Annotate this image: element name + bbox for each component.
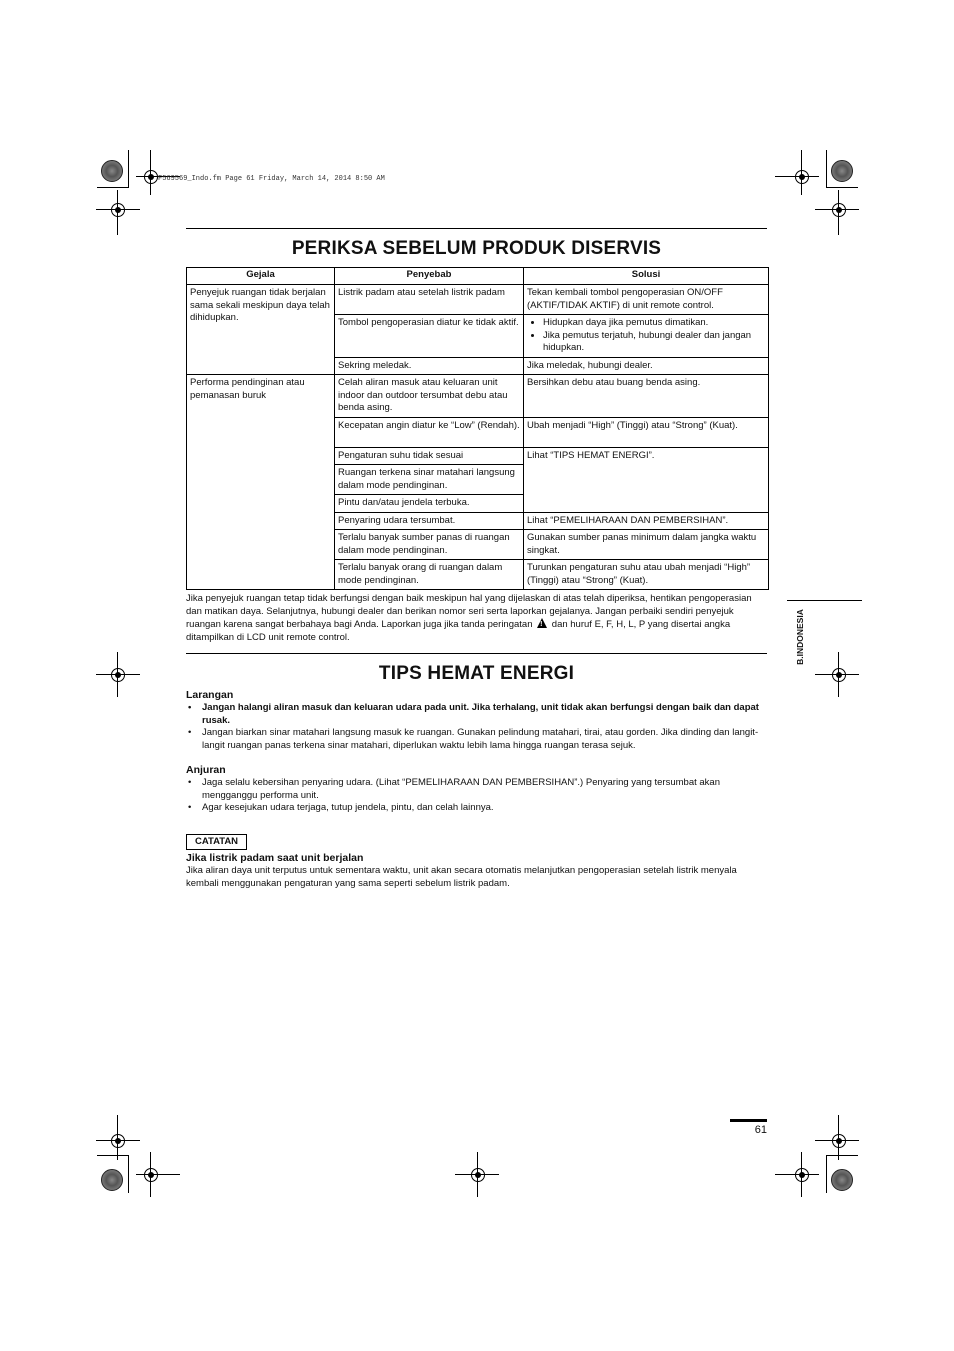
- table-row: [187, 375, 769, 418]
- service-note-text-end: dan huruf E, F, H, L, P yang disertai angka ditampilkan di LCD unit remote control.: [186, 619, 731, 643]
- crop-mark: [117, 1115, 118, 1160]
- registration-mark: [832, 203, 846, 217]
- crop-mark: [96, 209, 140, 210]
- section-rule: [186, 228, 767, 229]
- cause-cell: Pengaturan suhu tidak sesuai: [335, 447, 524, 465]
- service-note-text: Jika penyejuk ruangan tetap tidak berfungsi dengan baik meskipun hal yang dijelaskan di atas telah diperiksa, hentikan pengoperasian dan matikan daya. Selanjutnya, hubungi dealer dan berikan nomor seri serta laporkan gejalanya. Jangan perbaiki sendiri penyejuk ruangan karena sangat berbahaya bagi Anda. Laporkan juga jika tanda peringatan: [186, 593, 752, 630]
- crop-mark: [801, 150, 802, 195]
- crop-mark: [775, 1174, 819, 1175]
- crop-mark: [775, 176, 819, 177]
- cause-cell: Terlalu banyak orang di ruangan dalam mode pendinginan.: [335, 560, 524, 590]
- crop-mark: [815, 674, 859, 675]
- language-tab-label: B.INDONESIA: [795, 609, 805, 665]
- list-item: • Agar kesejukan udara terjaga, tutup jendela, pintu, dan celah lainnya.: [186, 802, 768, 815]
- cause-cell: Penyaring udara tersumbat.: [335, 512, 524, 530]
- troubleshooting-table: [186, 267, 769, 590]
- note-label-box: CATATAN: [186, 834, 247, 850]
- column-header-solution: Solusi: [524, 268, 769, 285]
- symptom-cell: Penyejuk ruangan tidak berjalan sama sekali meskipun daya telah dihidupkan.: [187, 285, 335, 375]
- registration-mark: [832, 668, 846, 682]
- crop-mark: [815, 1140, 859, 1141]
- print-color-dot: [101, 1169, 123, 1191]
- crop-mark: [455, 1174, 499, 1175]
- crop-mark: [150, 150, 151, 195]
- section-rule: [186, 653, 767, 654]
- registration-mark: [832, 1134, 846, 1148]
- crop-mark: [826, 1155, 858, 1156]
- crop-mark: [97, 1155, 129, 1156]
- registration-mark: [795, 1168, 809, 1182]
- table-header-row: [187, 268, 769, 285]
- crop-mark: [838, 190, 839, 235]
- cause-cell: Listrik padam atau setelah listrik padam: [335, 285, 524, 315]
- larangan-list: [186, 702, 768, 752]
- solution-bullet: • Jika pemutus terjatuh, hubungi dealer dan jangan hidupkan.: [543, 330, 765, 355]
- solution-cell: Lihat “TIPS HEMAT ENERGI”.: [524, 447, 769, 512]
- registration-mark: [111, 203, 125, 217]
- page-number: 61: [754, 1124, 767, 1136]
- note-heading: Jika listrik padam saat unit berjalan: [186, 852, 364, 864]
- cause-cell: Sekring meledak.: [335, 357, 524, 375]
- column-header-symptom: Gejala: [187, 268, 335, 285]
- print-color-dot: [831, 1169, 853, 1191]
- solution-cell: Gunakan sumber panas minimum dalam jangka waktu singkat.: [524, 530, 769, 560]
- anjuran-list: [186, 777, 768, 815]
- registration-mark: [111, 668, 125, 682]
- print-color-dot: [831, 160, 853, 182]
- note-text: Jika aliran daya unit terputus untuk sementara waktu, unit akan secara otomatis melanjutkan pengoperasian setelah listrik menyala kembali menggunakan pengaturan yang sama seperti sebelum listrik padam.: [186, 865, 737, 889]
- registration-mark: [144, 170, 158, 184]
- crop-mark: [117, 190, 118, 235]
- table-row: [187, 285, 769, 315]
- crop-mark: [96, 1140, 140, 1141]
- print-color-dot: [101, 160, 123, 182]
- service-note: [186, 593, 768, 644]
- crop-mark: [838, 1115, 839, 1160]
- solution-cell: Lihat “PEMELIHARAAN DAN PEMBERSIHAN”.: [524, 512, 769, 530]
- crop-mark: [97, 187, 129, 188]
- side-tab-rule: [787, 600, 862, 601]
- cause-cell: Terlalu banyak sumber panas di ruangan dalam mode pendinginan.: [335, 530, 524, 560]
- crop-mark: [826, 187, 858, 188]
- cause-cell: Kecepatan angin diatur ke “Low” (Rendah).: [335, 417, 524, 447]
- crop-mark: [826, 150, 827, 188]
- warning-triangle-icon: [537, 618, 547, 628]
- solution-cell: Ubah menjadi “High” (Tinggi) atau “Strong” (Kuat).: [524, 417, 769, 447]
- cause-cell: Tombol pengoperasian diatur ke tidak aktif.: [335, 315, 524, 358]
- cause-cell: Celah aliran masuk atau keluaran unit indoor dan outdoor tersumbat debu atau benda asing.: [335, 375, 524, 418]
- crop-mark: [815, 209, 859, 210]
- crop-mark: [128, 150, 129, 188]
- crop-mark: [128, 1155, 129, 1193]
- cause-cell: Pintu dan/atau jendela terbuka.: [335, 495, 524, 513]
- crop-mark: [117, 652, 118, 697]
- registration-mark: [144, 1168, 158, 1182]
- crop-mark: [838, 652, 839, 697]
- solution-cell: Tekan kembali tombol pengoperasian ON/OFF (AKTIF/TIDAK AKTIF) di unit remote control.: [524, 285, 769, 315]
- registration-mark: [111, 1134, 125, 1148]
- cause-cell: Ruangan terkena sinar matahari langsung dalam mode pendinginan.: [335, 465, 524, 495]
- list-item: • Jaga selalu kebersihan penyaring udara. (Lihat “PEMELIHARAAN DAN PEMBERSIHAN”.) Penyaring yang tersumbat akan mengganggu performa unit.: [186, 777, 768, 802]
- heading-larangan: Larangan: [186, 689, 234, 701]
- section-title-energy-tips: TIPS HEMAT ENERGI: [378, 663, 575, 684]
- crop-mark: [96, 674, 140, 675]
- crop-mark: [136, 1174, 180, 1175]
- registration-mark: [471, 1168, 485, 1182]
- solution-cell: Jika meledak, hubungi dealer.: [524, 357, 769, 375]
- column-header-cause: Penyebab: [335, 268, 524, 285]
- heading-anjuran: Anjuran: [186, 764, 226, 776]
- symptom-cell: Performa pendinginan atau pemanasan buruk: [187, 375, 335, 590]
- registration-mark: [795, 170, 809, 184]
- solution-cell: Turunkan pengaturan suhu atau ubah menjadi “High” (Tinggi) atau “Strong” (Kuat).: [524, 560, 769, 590]
- crop-mark: [826, 1155, 827, 1193]
- list-item: • Jangan halangi aliran masuk dan keluaran udara pada unit. Jika terhalang, unit tidak akan berfungsi dengan baik dan dapat rusak.: [186, 702, 768, 727]
- section-title-troubleshooting: PERIKSA SEBELUM PRODUK DISERVIS: [291, 238, 662, 259]
- list-item: • Jangan biarkan sinar matahari langsung masuk ke ruangan. Gunakan pelindung matahari, tirai, atau gorden. Jika dinding dan langit-langit ruangan panas terkena sinar matahari, diperlukan waktu lebih lama hingga ruangan terasa sejuk.: [186, 727, 768, 752]
- solution-cell: Bersihkan debu atau buang benda asing.: [524, 375, 769, 418]
- page-number-bar: [730, 1119, 767, 1122]
- file-stamp: F569569_Indo.fm Page 61 Friday, March 14, 2014 8:50 AM: [158, 175, 385, 183]
- solution-bullet: • Hidupkan daya jika pemutus dimatikan.: [543, 317, 765, 330]
- solution-cell: [524, 315, 769, 358]
